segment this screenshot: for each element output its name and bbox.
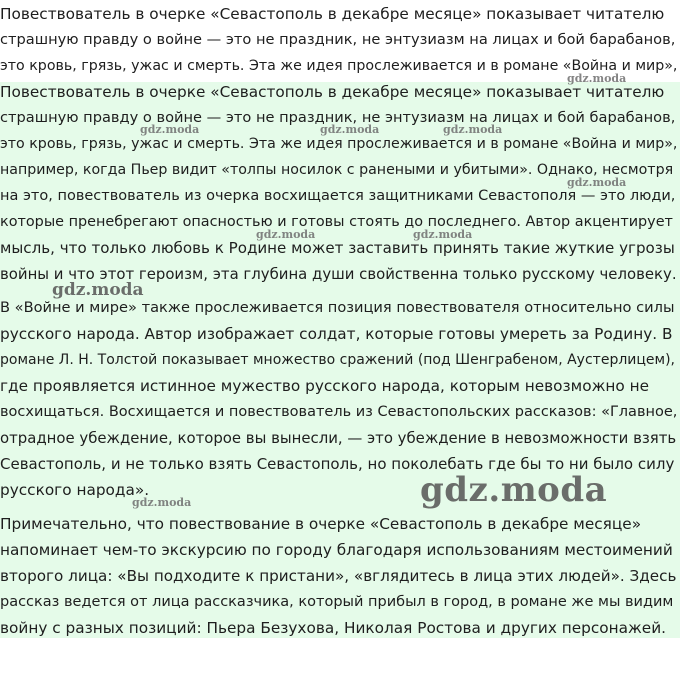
text-line-19: русского народа». <box>0 481 150 499</box>
text-line-20: Примечательно, что повествование в очерке «Севастополь в декабре месяце» <box>0 515 642 533</box>
watermark-logo: gdz.moda <box>256 228 316 241</box>
text-line-1: Повествователь в очерке «Севастополь в декабре месяце» показывает читателю <box>0 5 665 23</box>
watermark-logo: gdz.moda <box>132 496 192 509</box>
watermark-logo: gdz.moda <box>320 123 380 136</box>
text-line-10: мысль, что только любовь к Родине может заставить принять такие жуткие угрозы <box>0 239 675 257</box>
text-line-7: например, когда Пьер видит «толпы носилок с ранеными и убитыми». Однако, несмотря <box>0 162 674 178</box>
text-line-4: Повествователь в очерке «Севастополь в декабре месяце» показывает читателю <box>0 83 665 101</box>
watermark-logo: gdz.moda <box>52 280 144 300</box>
text-line-17: отрадное убеждение, которое вы вынесли, — это убеждение в невозможности взять <box>0 429 677 447</box>
text-line-2: страшную правду о войне — это не праздник, не энтузиазм на лицах и бой барабанов, <box>0 31 676 48</box>
text-line-24: войну с разных позиций: Пьера Безухова, Николая Ростова и других персонажей. <box>0 619 667 637</box>
text-line-21: напоминает чем-то экскурсию по городу благодаря использованиям местоимений <box>0 541 673 559</box>
text-line-8: на это, повествователь из очерка восхищается защитниками Севастополя — это люди, <box>0 188 676 204</box>
text-line-3: это кровь, грязь, ужас и смерть. Эта же идея прослеживается и в романе «Война и мир», <box>0 58 678 74</box>
text-line-11: войны и что этот героизм, эта глубина души свойственна только русскому человеку. <box>0 265 677 283</box>
text-line-16: восхищаться. Восхищается и повествователь из Севастопольских рассказов: «Главное, <box>0 404 678 420</box>
text-line-22: второго лица: «Вы подходите к пристани», «вглядитесь в лица этих людей». Здесь <box>0 567 677 585</box>
watermark-logo: gdz.moda <box>420 470 608 510</box>
text-line-15: где проявляется истинное мужество русского народа, которым невозможно не <box>0 377 649 395</box>
text-line-18: Севастополь, и не только взять Севастополь, но поколебать где бы то ни было силу <box>0 455 675 473</box>
text-line-5: страшную правду о войне — это не праздник, не энтузиазм на лицах и бой барабанов, <box>0 109 676 126</box>
text-line-14: романе Л. Н. Толстой показывает множество сражений (под Шенграбеном, Аустерлицем), <box>0 352 675 368</box>
watermark-logo: gdz.moda <box>567 176 627 189</box>
text-line-23: рассказ ведется от лица рассказчика, который прибыл в город, в романе же мы видим <box>0 594 674 610</box>
text-line-12: В «Войне и мире» также прослеживается позиция повествователя относительно силы <box>0 299 675 316</box>
watermark-logo: gdz.moda <box>567 72 627 85</box>
watermark-logo: gdz.moda <box>443 123 503 136</box>
watermark-logo: gdz.moda <box>413 228 473 241</box>
text-line-9: которые пренебрегают опасностью и готовы стоять до последнего. Автор акцентирует <box>0 214 673 230</box>
watermark-logo: gdz.moda <box>140 123 200 136</box>
text-line-6: это кровь, грязь, ужас и смерть. Эта же идея прослеживается и в романе «Война и мир», <box>0 136 678 152</box>
text-line-13: русского народа. Автор изображает солдат, которые готовы умереть за Родину. В <box>0 325 673 343</box>
